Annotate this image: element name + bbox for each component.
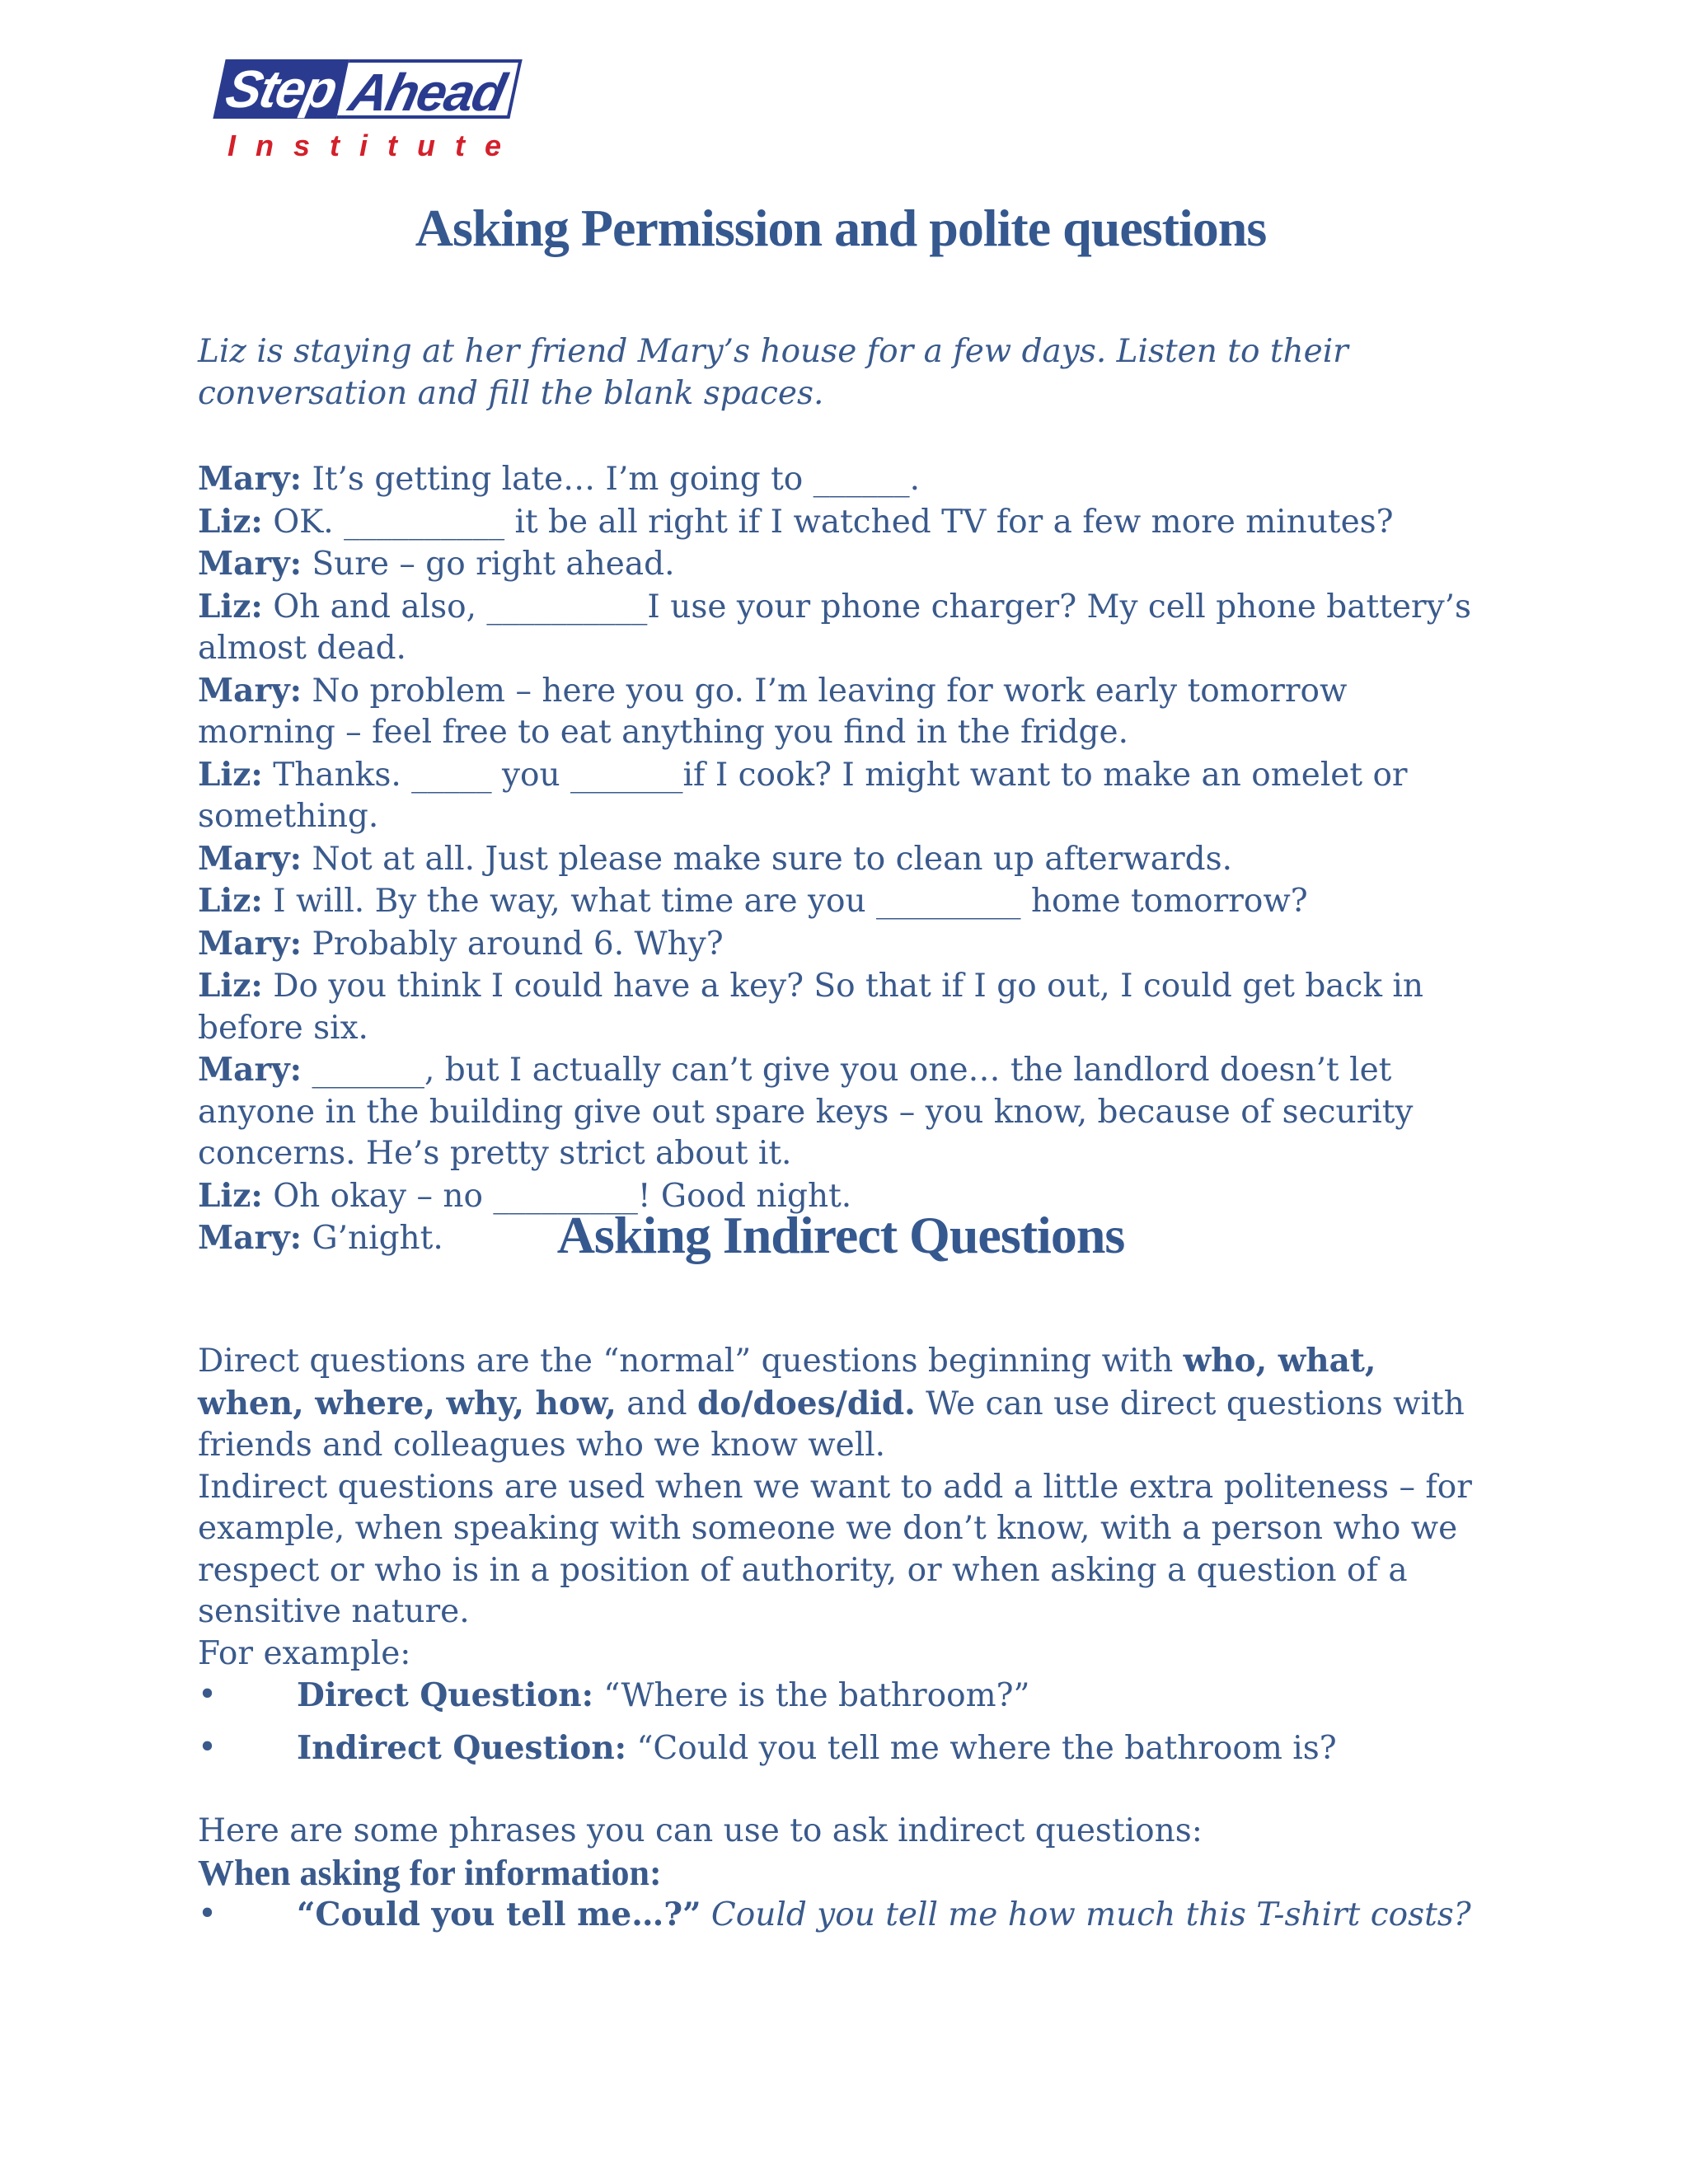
dialog-line [198,458,1484,501]
logo-ahead-box [336,59,522,122]
dialog-line [198,965,1484,1049]
title-permission: Asking Permission and polite questions [415,199,1267,257]
line-text: Sure – go right ahead. [312,546,675,583]
bullet-item [198,1727,1484,1770]
line-text: Thanks. _____ you _______if I cook? I might want to make an omelet or something. [198,756,1408,835]
bullet-label: Indirect Question: [297,1728,627,1767]
text: and [616,1385,697,1422]
speaker: Mary: [198,1219,302,1257]
bullet-label: Direct Question: [297,1676,594,1714]
bullet-text: Could you tell me how much this T-shirt costs? [701,1896,1471,1933]
paragraph-example: For example: [198,1634,411,1672]
logo [213,56,542,171]
indirect-section [198,1340,1484,1937]
line-text: Oh and also, __________I use your phone charger? My cell phone battery’s almost dead. [198,588,1472,667]
speaker: Liz: [198,587,263,626]
intro-instructions: Liz is staying at her friend Mary’s house for a few days. Listen to their conversation and fill the blank spaces. [198,333,1348,412]
speaker: Liz: [198,967,263,1005]
dialog-line [198,586,1484,670]
speaker: Liz: [198,882,263,920]
speaker: Mary: [198,545,302,583]
line-text: OK. __________ it be all right if I watched TV for a few more minutes? [273,503,1394,541]
logo-step-text: Step [221,59,341,119]
speaker: Mary: [198,671,302,710]
bullet-item [198,1675,1484,1718]
dialog-line [198,1049,1484,1175]
speaker: Mary: [198,839,302,878]
bullet-text: “Could you tell me where the bathroom is? [626,1729,1337,1767]
dialog-line [198,838,1484,881]
line-text: Do you think I could have a key? So that if I go out, I could get back in before six. [198,968,1424,1047]
speaker: Mary: [198,924,302,963]
line-text: I will. By the way, what time are you _________ home tomorrow? [273,883,1308,920]
speaker: Mary: [198,1051,302,1089]
paragraph-indirect: Indirect questions are used when we want to add a little extra politeness – for example, when speaking with someone we don’t know, with a person who we respect or who is in a position of authority, or when asking a question of a sensitive nature. [198,1468,1472,1630]
speaker: Mary: [198,460,302,498]
bullet-label: “Could you tell me…?” [297,1896,701,1933]
speaker: Liz: [198,502,263,541]
dialog [198,458,1484,1260]
line-text: Probably around 6. Why? [312,925,724,963]
text: We can use direct questions with friends and colleagues who we know well. [198,1385,1465,1464]
bullet-dot: • [198,1896,218,1933]
line-text: No problem – here you go. I’m leaving for work early tomorrow morning – feel free to eat anything you find in the fridge. [198,672,1348,751]
logo-step-box [213,59,349,119]
subheading-information: When asking for information: [198,1852,662,1893]
title-indirect: Asking Indirect Questions [556,1206,1125,1264]
bullet-dot: • [198,1676,218,1713]
line-text: Not at all. Just please make sure to clean up afterwards. [312,840,1233,878]
bullet-dot: • [198,1728,218,1766]
line-text: _______, but I actually can’t give you one… the landlord doesn’t let anyone in the building give out spare keys – you know, because of security concerns. He’s pretty strict about it. [198,1052,1414,1172]
bullet-item [198,1894,1484,1937]
speaker: Liz: [198,755,263,794]
dialog-line [198,501,1484,544]
bold-words: do/does/did. [697,1384,916,1422]
line-text: G’night. [312,1220,443,1257]
paragraph-phrases: Here are some phrases you can use to ask indirect questions: [198,1812,1203,1849]
logo-institute-text: Institute [227,129,521,162]
bold-words: who, what, when, where, why, how, [198,1342,1376,1422]
dialog-line [198,923,1484,966]
line-text: It’s getting late… I’m going to ______. [312,461,921,498]
text: Direct questions are the “normal” questions beginning with [198,1343,1184,1380]
dialog-line [198,880,1484,923]
paragraph-direct [198,1340,1484,1467]
bullet-text: “Where is the bathroom?” [593,1677,1030,1714]
dialog-line [198,670,1484,754]
logo-ahead-text: Ahead [344,63,510,122]
line-text: Oh okay – no _________! Good night. [273,1177,852,1215]
dialog-line [198,754,1484,838]
speaker: Liz: [198,1176,263,1215]
dialog-line [198,543,1484,586]
